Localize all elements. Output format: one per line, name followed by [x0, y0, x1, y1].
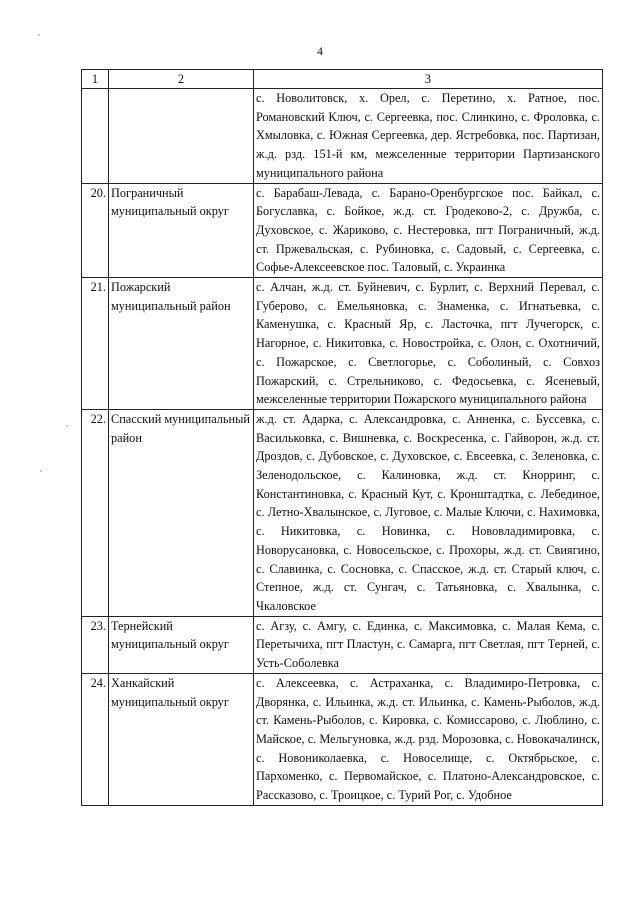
district-name: Спасский муниципальный район — [109, 409, 254, 616]
header-col-2: 2 — [109, 70, 254, 89]
scan-speck — [38, 34, 40, 36]
settlements-list: ж.д. ст. Адарка, с. Александровка, с. Анненка, с. Буссевка, с. Васильковка, с. Вишневка, с. Воскресенка, с. Гайворон, ж.д. ст. Дроздов, с. Дубовское, с. Духовское, с. Евсеевка, с. Зеленовка, с. Зеленодольское, с. Калиновка, ж.д. ст. Кнорринг, с. Константиновка, с. Красный Кут, с. Кронштадтка, с. Лебединое, с. Летно-Хвалынское, с. Луговое, с. Малые Ключи, с. Нахимовка, с. Никитовка, с. Новинка, с. Нововладимировка, с. Новорусановка, с. Новосельское, с. Прохоры, ж.д. ст. Свиягино, с. Славинка, с. Сосновка, с. Спасское, ж.д. ст. Старый ключ, с. Степное, ж.д. ст. Сунгач, с. Татьяновка, с. Хвалынка, с. Чкаловское — [254, 409, 603, 616]
table-row — [82, 89, 603, 184]
settlements-list: с. Барабаш-Левада, с. Барано-Оренбургское пос. Байкал, с. Богуславка, с. Бойкое, ж.д. ст. Гродеково-2, с. Дружба, с. Духовское, с. Жариково, с. Нестеровка, пгт Пограничный, ж.д. ст. Пржевальская, с. Рубиновка, с. Садовый, с. Сергеевка, с. Софье-Алексеевское пос. Таловый, с. Украинка — [254, 183, 603, 278]
settlements-list: с. Алчан, ж.д. ст. Буйневич, с. Бурлит, с. Верхний Перевал, с. Губерово, с. Емельяновка, с. Знаменка, с. Игнатьевка, с. Каменушка, с. Красный Яр, с. Ласточка, пгт Лучегорск, с. Нагорное, с. Никитовка, с. Новостройка, с. Олон, с. Охотничий, с. Пожарское, с. Светлогорье, с. Соболиный, с. Совхоз Пожарский, с. Стрельниково, с. Федосьевка, с. Ясеневый, межселенные территории Пожарского муниципального района — [254, 278, 603, 410]
settlements-list: с. Агзу, с. Амгу, с. Единка, с. Максимовка, с. Малая Кема, с. Перетычиха, пгт Пластун, с. Самарга, пгт Светлая, пгт Терней, с. Усть-Соболевка — [254, 616, 603, 673]
district-name: Ханкайский муниципальный округ — [109, 673, 254, 805]
row-number: 23. — [82, 616, 109, 673]
header-col-1: 1 — [82, 70, 109, 89]
row-number: 21. — [82, 278, 109, 410]
row-number: 22. — [82, 409, 109, 616]
settlements-list: с. Алексеевка, с. Астраханка, с. Владимиро-Петровка, с. Дворянка, с. Ильинка, ж.д. ст. Ильинка, с. Камень-Рыболов, ж.д. ст. Камень-Рыболов, с. Кировка, с. Комиссарово, с. Люблино, с. Майское, с. Мельгуновка, ж.д. рзд. Морозовка, с. Новокачалинск, с. Новониколаевка, с. Новоселище, с. Октябрьское, с. Пархоменко, с. Первомайское, с. Платоно-Александровское, с. Рассказово, с. Троицкое, с. Турий Рог, с. Удобное — [254, 673, 603, 805]
district-name: Тернейский муниципальный округ — [109, 616, 254, 673]
settlements-list: с. Новолитовск, х. Орел, с. Перетино, х. Ратное, пос. Романовский Ключ, с. Сергеевка, пос. Слинкино, с. Фроловка, с. Хмыловка, с. Южная Сергеевка, дер. Ястребовка, пос. Партизан, ж.д. рзд. 151-й км, межселенные территории Партизанского муниципального района — [254, 89, 603, 184]
table-row — [82, 278, 603, 410]
row-number — [82, 89, 109, 184]
table-row — [82, 673, 603, 805]
scan-speck — [66, 425, 68, 427]
table-row — [82, 616, 603, 673]
district-name: Пожарский муниципальный район — [109, 278, 254, 410]
scan-speck — [40, 470, 42, 472]
settlements-table — [81, 69, 603, 806]
table-header-row — [82, 70, 603, 89]
district-name — [109, 89, 254, 184]
row-number: 24. — [82, 673, 109, 805]
row-number: 20. — [82, 183, 109, 278]
header-col-3: 3 — [254, 70, 603, 89]
table-row — [82, 183, 603, 278]
district-name: Пограничный муниципальный округ — [109, 183, 254, 278]
page-number: 4 — [317, 44, 323, 58]
table-row — [82, 409, 603, 616]
